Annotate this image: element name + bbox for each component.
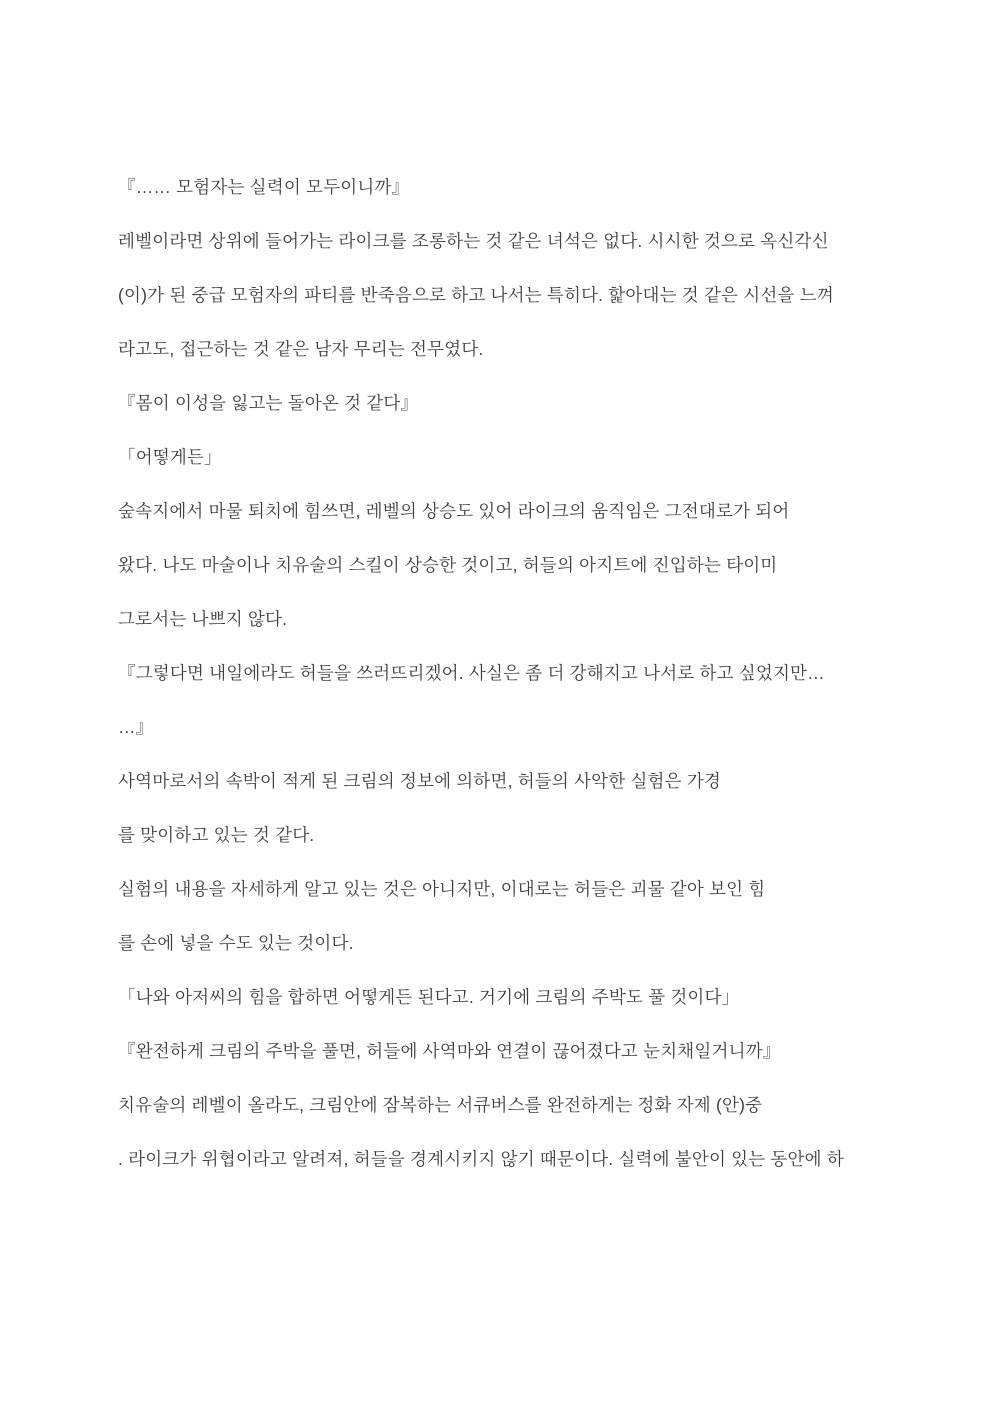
paragraph: 그로서는 나쁘지 않다.	[118, 609, 288, 629]
paragraph: . 라이크가 위협이라고 알려져, 허들을 경계시키지 않기 때문이다. 실력에 불안이 있는 동안에 하	[118, 1149, 844, 1169]
paragraph: 실험의 내용을 자세하게 알고 있는 것은 아니지만, 이대로는 허들은 괴물 같아 보인 힘	[118, 879, 766, 899]
paragraph: 치유술의 레벨이 올라도, 크림안에 잠복하는 서큐버스를 완전하게는 정화 자제 (안)중	[118, 1095, 763, 1115]
paragraph: 『…… 모험자는 실력이 모두이니까』	[118, 177, 410, 197]
paragraph: …』	[118, 717, 154, 737]
paragraph: 『그렇다면 내일에라도 허들을 쓰러뜨리겠어. 사실은 좀 더 강해지고 나서로 하고 싶었지만…	[118, 663, 825, 683]
paragraph: 『몸이 이성을 잃고는 돌아온 것 같다』	[118, 393, 419, 413]
paragraph: 「어떻게든」	[118, 447, 222, 467]
paragraph: (이)가 된 중급 모험자의 파티를 반죽음으로 하고 나서는 특히다. 핥아대는 것 같은 시선을 느껴	[118, 285, 834, 305]
paragraph: 「나와 아저씨의 힘을 합하면 어떻게든 된다고. 거기에 크림의 주박도 풀 것이다」	[118, 987, 740, 1007]
paragraph: 를 맞이하고 있는 것 같다.	[118, 825, 315, 845]
paragraph: 숲속지에서 마물 퇴치에 힘쓰면, 레벨의 상승도 있어 라이크의 움직임은 그전대로가 되어	[118, 501, 790, 521]
paragraph: 라고도, 접근하는 것 같은 남자 무리는 전무였다.	[118, 339, 484, 359]
paragraph: 사역마로서의 속박이 적게 된 크림의 정보에 의하면, 허들의 사악한 실험은 가경	[118, 771, 722, 791]
paragraph: 왔다. 나도 마술이나 치유술의 스킬이 상승한 것이고, 허들의 아지트에 진입하는 타이미	[118, 555, 778, 575]
document-body	[118, 172, 878, 1175]
paragraph: 레벨이라면 상위에 들어가는 라이크를 조롱하는 것 같은 녀석은 없다. 시시한 것으로 옥신각신	[118, 231, 829, 251]
paragraph: 『완전하게 크림의 주박을 풀면, 허들에 사역마와 연결이 끊어졌다고 눈치채일거니까』	[118, 1041, 781, 1061]
paragraph: 를 손에 넣을 수도 있는 것이다.	[118, 933, 354, 953]
